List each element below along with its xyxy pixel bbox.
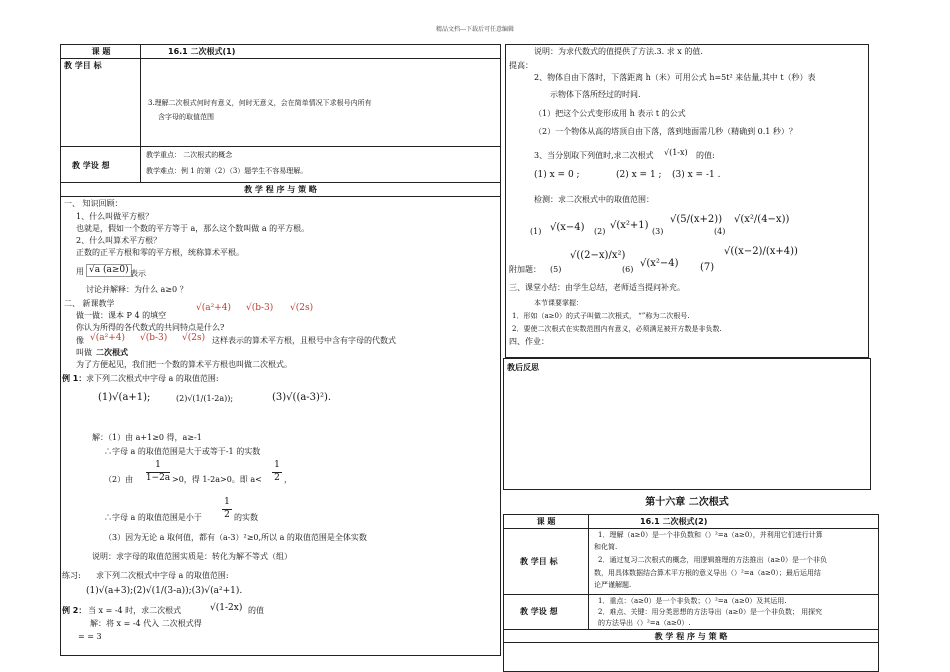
extra-expr-6: √(x²−4) [640,258,679,269]
ex1-text: 求下列二次根式中字母 a 的取值范围: [86,374,219,383]
s4-homework: 四、作业： [509,337,549,346]
b-objective-1: 1．理解（a≥0）是一个非负数和（）²=a（a≥0），并利用它们进行计算 [598,531,823,539]
check-expr-1: √(x−4) [550,222,585,233]
s1-title: 一、 知识回顾： [64,199,123,208]
extra-item-5: (5) [550,265,562,274]
master-2: 2．要使二次根式在实数范围内有意义，必须满足被开方数是非负数. [512,325,722,333]
sol-2-half-num: 1 [274,460,280,470]
objective-text-2: 含字母的取值范围 [158,113,214,121]
master-title: 本节课要掌握： [534,299,583,307]
sol-2-conc-half-num: 1 [224,497,230,507]
s2-do-expr-2: √(b-3) [246,303,274,313]
ex2-end: 的值 [248,606,264,615]
ex2-title: 例 2： [62,606,87,615]
s1-expr: √a (a≥0) [86,264,132,277]
ex2-expr: √(1-2x) [210,603,243,613]
s2-like-expr-2: √(b-3) [140,333,168,343]
sol-2-frac-num: 1 [155,460,161,470]
s1-discuss: 讨论并解释：为什么 a≥0 ？ [86,285,188,294]
check-expr-3: √(5/(x+2)) [670,214,723,225]
sol-2-half-den: 2 [274,473,280,483]
s2-do-expr-1: √(a²+4) [196,303,231,313]
program-title: 教 学 程 序 与 策 略 [244,185,317,194]
check-item-4: (4) [714,227,726,236]
ex1-part-2: (2)√(1/(1-2a)); [176,394,234,403]
extra-label: 附加题： [509,265,541,274]
ex1-part-1: (1)√(a+1); [98,392,151,403]
master-1: 1．形如（a≥0）的式子叫做二次根式， “”称为二次根号. [512,312,690,320]
s2-like-expr-3: √(2s) [182,333,206,343]
design-label: 教 学设 想 [72,161,110,170]
b-course-title: 16.1 二次根式(2) [640,517,708,526]
chapter-title: 第十六章 二次根式 [645,497,729,508]
extra-item-6: (6) [622,265,634,274]
sol-2-pre: （2）由 [104,475,134,484]
q3-expr: √(1-x) [664,148,688,157]
b-objective-1b: 和化简. [594,543,618,551]
q3-val-1: (1) x = 0 ; [534,170,580,180]
ex2-res: = = 3 [78,632,102,641]
s2-term: 二次根式 [96,348,128,357]
b-program-title: 教 学 程 序 与 策 略 [654,632,728,641]
sol-2-conc-pre: ∴字母 a 的取值范围是小于 [104,513,202,522]
practice-title: 练习: [62,571,81,580]
check-title: 检测：求二次根式中的取值范围： [534,195,654,204]
s1-a2: 正数的正平方根和零的平方根，统称算术平根。 [76,248,244,257]
s2-call: 叫做 [76,348,92,357]
s1-q2: 2、什么叫算术平方根？ [76,236,162,245]
s2-like: 像 [76,336,84,345]
check-expr-4: √(x²/(4−x)) [734,214,790,225]
improve-label: 提高： [509,61,533,70]
header-note: 精品文档---下载后可任意编辑 [435,26,515,33]
b-objective-label: 教 学目 标 [520,557,558,566]
check-item-3: (3) [652,227,664,236]
b-objective-2b: 数，用具体数据结合算术平方根的意义导出（）²=a（a≥0）；最后运用结 [594,569,821,577]
sol-note: 说明：求字母的取值范围实质是：转化为解不等式（组） [92,552,292,561]
practice-parts: (1)√(a+3);(2)√(1/(3-a));(3)√(a²+1). [86,586,243,596]
q3-post: 的值: [696,151,715,160]
q3-pre: 3、当分别取下列值时,求二次根式 [534,151,654,160]
b-design-2: 2．难点、关键：用分类思想的方法导出（a≥0）是一个非负数； 用探究 [598,608,823,616]
s2-do: 做一做：课本 P 4 的填空 [76,311,167,320]
course-title: 16.1 二次根式(1) [168,47,236,56]
extra-item-7: (7) [700,262,715,273]
s1-repr: 表示 [130,269,146,278]
b-design-1: 1．重点：（a≥0）是一个非负数；（）²=a（a≥0）及其运用. [598,597,787,605]
q2-part-2: （2）一个物体从高的塔顶自由下落，落到地面需几秒（精确到 0.1 秒）？ [534,127,797,136]
b-objective-2: 2．通过复习二次根式的概念，用逻辑推理的方法推出（a≥0）是一个非负 [598,556,827,564]
b-design-2b: 的方法导出（）²=a（a≥0）. [598,619,691,627]
sol-1: ∴字母 a 的取值范围是大于或等于-1 的实数 [104,447,261,456]
b-objective-2c: 论严谨解题. [594,581,632,589]
q2-part-1: （1）把这个公式变形成用 h 表示 t 的公式 [534,109,686,118]
objective-text-1: 3.理解二次根式何时有意义，何时无意义，会在简单情况下求根号内所有 [148,99,372,107]
extra-expr-5: √((2−x)/x²) [570,250,626,261]
q3-val-3: (3) x = -1 . [672,170,721,180]
sol-2-frac-den: 1−2a [145,473,171,483]
sol-3: （3）因为无论 a 取何值，都有（a-3）²≥0,所以 a 的取值范围是全体实数 [104,533,367,542]
design-difficulty: 教学难点：例 1 的第（2）（3）题学生不容易理解。 [146,167,308,175]
b-design-label: 教 学设 想 [520,607,558,616]
reflection-label: 教后反思 [507,363,539,372]
sol-2-conc-half-den: 2 [224,510,230,520]
course-label: 课 题 [91,47,111,56]
s1-use: 用 [76,267,84,276]
check-item-1: (1) [530,227,542,236]
ex2-sol: 解：将 x = -4 代入 二次根式得 [90,619,202,628]
q3-val-2: (2) x = 1 ; [616,170,662,180]
sol-2-conc-end: 的实数 [234,513,258,522]
s2-like-text: 这样表示的算术平方根，且根号中含有字母的代数式 [212,336,396,345]
b-course-label: 课 题 [536,517,556,526]
ex2-text: 当 x = -4 时，求二次根式 [88,606,182,615]
s2-do-expr-3: √(2s) [290,303,314,313]
q2-line-1: 2、物体自由下落时，下落距离 h（米）可用公式 h=5t² 来估量,其中 t（秒）表 [534,73,816,82]
s1-q1: 1、什么叫做平方根？ [76,212,154,221]
check-item-2: (2) [594,227,606,236]
ex1-title: 例 1： [62,374,87,383]
s2-like-expr-1: √(a²+4) [90,333,125,343]
design-key: 教学重点： 二次根式的概念 [146,151,233,159]
practice-text: 求下列二次根式中字母 a 的取值范围: [96,571,229,580]
reflection-box [503,358,871,490]
extra-expr-7: √((x−2)/(x+4)) [724,246,798,257]
check-expr-2: √(x²+1) [610,220,649,231]
s2-ease: 为了方便起见，我们把一个数的算术平方根也叫做二次根式。 [76,360,292,369]
ex1-part-3: (3)√((a-3)²). [272,392,332,403]
s3-summary: 三、课堂小结：由学生总结，老师适当提问补充。 [509,283,685,292]
sol-2-end: ， [284,475,292,484]
s1-a1: 也就是，假如一个数的平方等于 a，那么这个数叫做 a 的平方根。 [76,224,310,233]
objective-label: 教 学目 标 [64,61,102,70]
s2-title: 二、 新课教学 [64,299,115,308]
sol-2-mid: >0，得 1-2a>0。即 a< [172,475,262,484]
q2-line-2: 示物体下落所经过的时间. [550,90,641,99]
s2-ask: 你认为所得的各代数式的共同特点是什么? [76,323,225,332]
sol-label: 解：（1）由 a+1≥0 得，a≥-1 [92,433,202,442]
top-line: 说明：为求代数式的值提供了方法.3. 求 x 的值. [534,47,703,56]
